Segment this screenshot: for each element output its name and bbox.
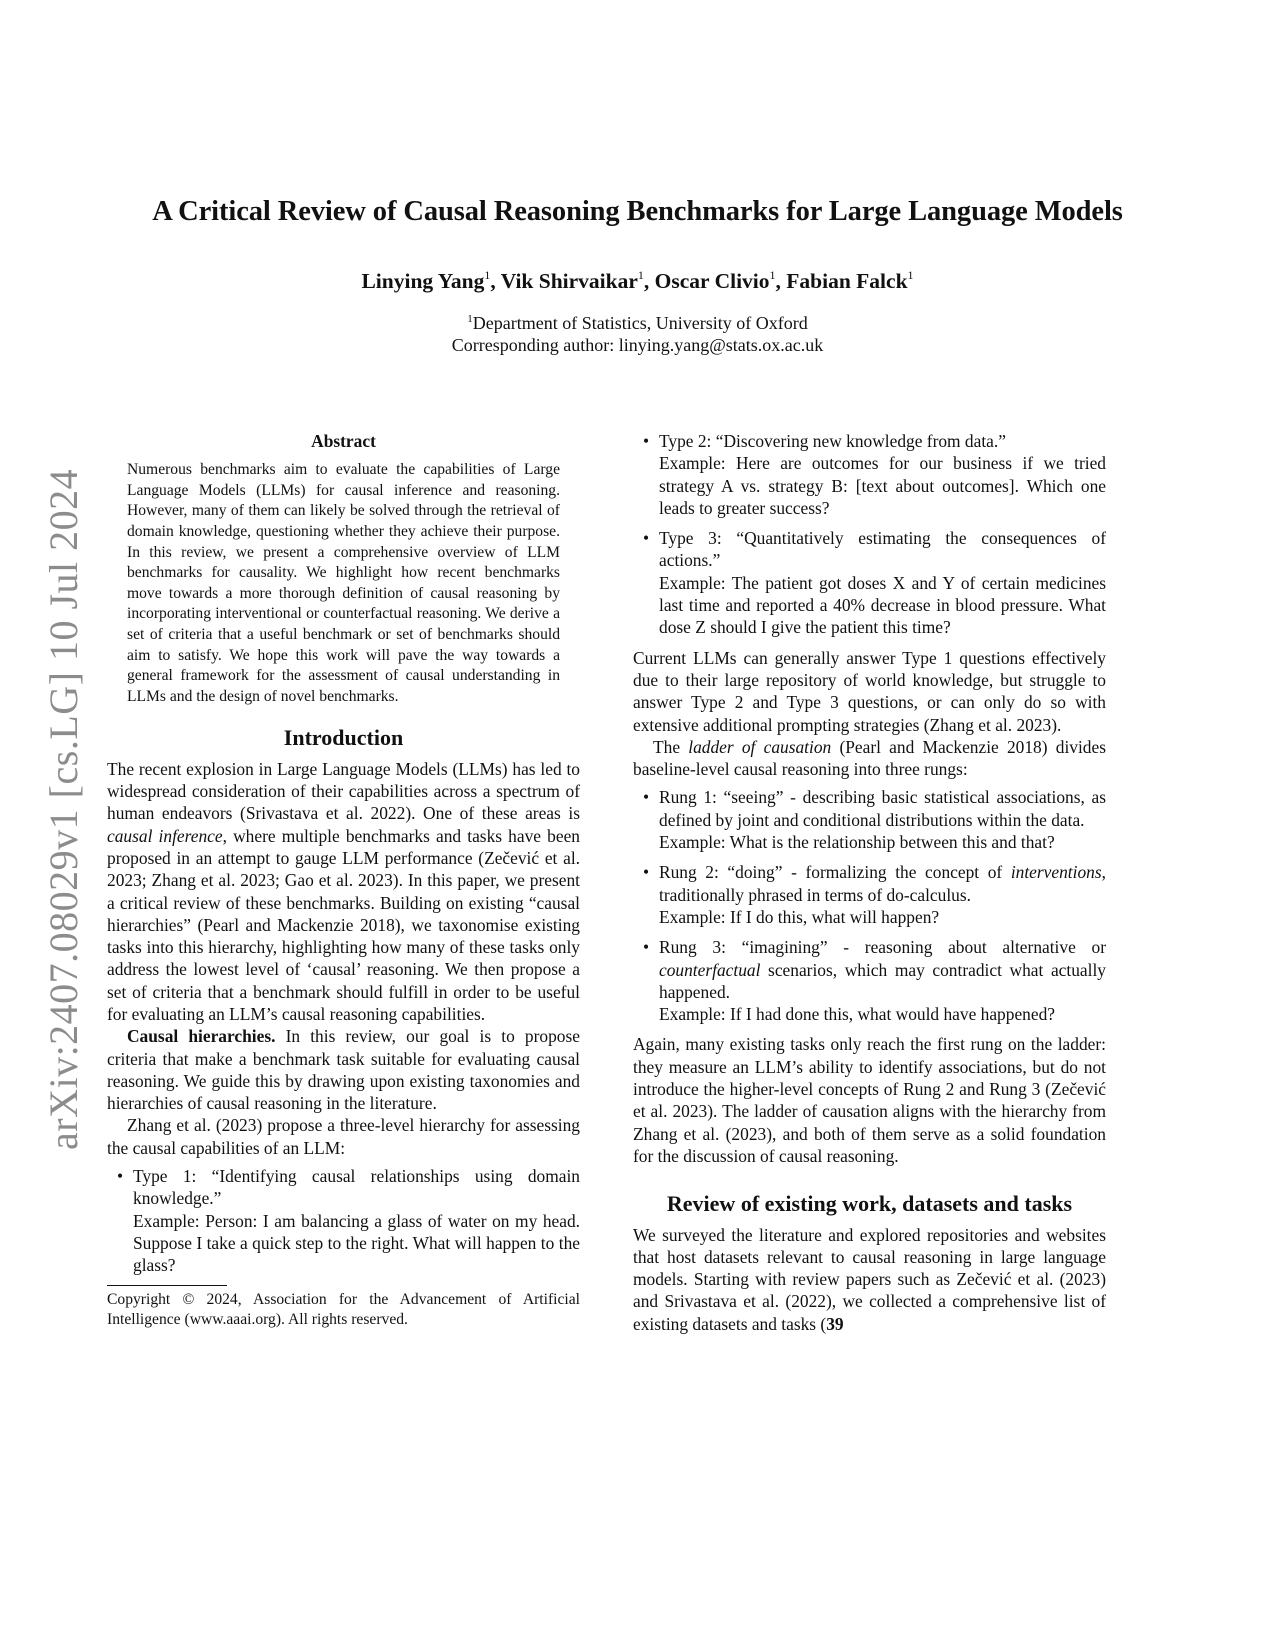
author-list: Linying Yang$^1$, Vik Shirvaikar$^1$, Oscar Clivio$^1$, Fabian Falck$^1$	[361, 268, 914, 293]
copyright-footnote: Copyright © 2024, Association for the Advancement of Artificial Intelligence (www.aaai.org). All rights reserved.	[107, 1290, 580, 1328]
author-affil-mark: 1	[769, 268, 776, 282]
author-affil-mark: 1	[484, 268, 491, 282]
type-list	[107, 1165, 580, 1276]
intro-paragraph-2: Causal hierarchies. In this review, our goal is to propose criteria that make a benchmark task suitable for evaluating causal reasoning. We guide this by drawing upon existing taxonomies and hierarchies of causal reasoning in the literature.	[107, 1026, 580, 1114]
section-heading-introduction: Introduction	[283, 725, 404, 751]
review-paragraph-1: We surveyed the literature and explored repositories and websites that host datasets relevant to causal reasoning in large language models. Starting with review papers such as Zečević et al. (2023) and Srivastava et al. (2022), we collected a comprehensive list of existing datasets and tasks (39	[633, 1224, 1106, 1334]
affiliation: Department of Statistics, University of Oxford	[472, 313, 808, 333]
author-affil-mark: 1	[907, 268, 914, 282]
author-name: Linying Yang	[361, 269, 485, 293]
bullet-icon: •	[643, 431, 650, 451]
paper-title: A Critical Review of Causal Reasoning Benchmarks for Large Language Models	[152, 196, 1123, 227]
list-item: • Rung 1: “seeing” - describing basic statistical associations, as defined by joint and conditional distributions within the data. Example: What is the relationship between this and that?	[643, 787, 1106, 853]
intro-paragraph-3: Zhang et al. (2023) propose a three-level hierarchy for assessing the causal capabilities of an LLM:	[107, 1115, 580, 1158]
rung-list	[633, 786, 1106, 1025]
author-name: Vik Shirvaikar	[500, 269, 638, 293]
list-item: • Type 1: “Identifying causal relationships using domain knowledge.” Example: Person: I am balancing a glass of water on my head. Suppose I take a quick step to the right. What will happen to the glass?	[117, 1166, 580, 1276]
bullet-icon: •	[643, 528, 650, 549]
intro-paragraph-6: Again, many existing tasks only reach the first rung on the ladder: they measure an LLM’s ability to identify associations, but do not introduce the higher-level concepts of Rung 2 and Rung 3 (Zečević et al. 2023). The ladder of causation aligns with the hierarchy from Zhang et al. (2023), and both of them serve as a solid foundation for the discussion of causal reasoning.	[633, 1034, 1106, 1166]
author-name: Oscar Clivio	[654, 269, 770, 293]
list-item: • Type 2: “Discovering new knowledge from data.” Example: Here are outcomes for our business if we tried strategy A vs. strategy B: [text about outcomes]. Which one leads to greater success?	[643, 431, 1106, 518]
footnote-divider	[107, 1285, 227, 1286]
author-name: Fabian Falck	[786, 269, 908, 293]
affiliation-block	[0, 308, 1275, 356]
type-list-continued	[633, 430, 1106, 639]
corresponding-author: Corresponding author: linying.yang@stats.ox.ac.uk	[451, 335, 824, 355]
right-column	[633, 430, 1106, 1335]
arxiv-stamp: arXiv:2407.08029v1 [cs.LG] 10 Jul 2024	[41, 468, 86, 1150]
abstract-heading: Abstract	[311, 431, 376, 451]
left-column	[107, 430, 580, 1330]
intro-paragraph-1: The recent explosion in Large Language Models (LLMs) has led to widespread consideration of their capabilities across a spectrum of human endeavors (Srivastava et al. 2022). One of these areas is causal inference, where multiple benchmarks and tasks have been proposed in an attempt to gauge LLM performance (Zečević et al. 2023; Zhang et al. 2023; Gao et al. 2023). In this paper, we present a critical review of these benchmarks. Building on existing “causal hierarchies” (Pearl and Mackenzie 2018), we taxonomise existing tasks into this hierarchy, highlighting how many of these tasks only address the lowest level of ‘causal’ reasoning. We then propose a set of criteria that a benchmark should fulfill in order to be useful for evaluating an LLM’s causal reasoning capabilities.	[107, 758, 580, 1024]
bullet-icon: •	[117, 1166, 124, 1187]
list-item: • Rung 3: “imagining” - reasoning about alternative or counterfactual scenarios, which may contradict what actually happened. Example: If I had done this, what would have happened?	[643, 937, 1106, 1025]
intro-paragraph-5: The ladder of causation (Pearl and Mackenzie 2018) divides baseline-level causal reasoning into three rungs:	[633, 736, 1106, 780]
abstract-block	[107, 430, 580, 707]
author-affil-mark: 1	[637, 268, 644, 282]
list-item: • Rung 2: “doing” - formalizing the concept of interventions, traditionally phrased in terms of do-calculus. Example: If I do this, what will happen?	[643, 862, 1106, 927]
list-item: • Type 3: “Quantitatively estimating the consequences of actions.” Example: The patient got doses X and Y of certain medicines last time and reported a 40% decrease in blood pressure. What dose Z should I give the patient this time?	[643, 528, 1106, 638]
bullet-icon: •	[643, 862, 650, 883]
affiliation-mark: 1	[467, 313, 473, 325]
bullet-icon: •	[643, 787, 650, 808]
bullet-icon: •	[643, 937, 650, 958]
abstract-text: Numerous benchmarks aim to evaluate the capabilities of Large Language Models (LLMs) for causal inference and reasoning. However, many of them can likely be solved through the retrieval of domain knowledge, questioning whether they achieve their purpose. In this review, we present a comprehensive overview of LLM benchmarks for causality. We highlight how recent benchmarks move towards a more thorough definition of causal reasoning by incorporating interventional or counterfactual reasoning. We derive a set of criteria that a useful benchmark or set of benchmarks should aim to satisfy. We hope this work will pave the way towards a general framework for the assessment of causal understanding in LLMs and the design of novel benchmarks.	[127, 461, 560, 705]
intro-paragraph-4: Current LLMs can generally answer Type 1 questions effectively due to their large repository of world knowledge, but struggle to answer Type 2 and Type 3 questions, or can only do so with extensive additional prompting strategies (Zhang et al. 2023).	[633, 647, 1106, 735]
section-heading-review: Review of existing work, datasets and tasks	[666, 1191, 1073, 1217]
